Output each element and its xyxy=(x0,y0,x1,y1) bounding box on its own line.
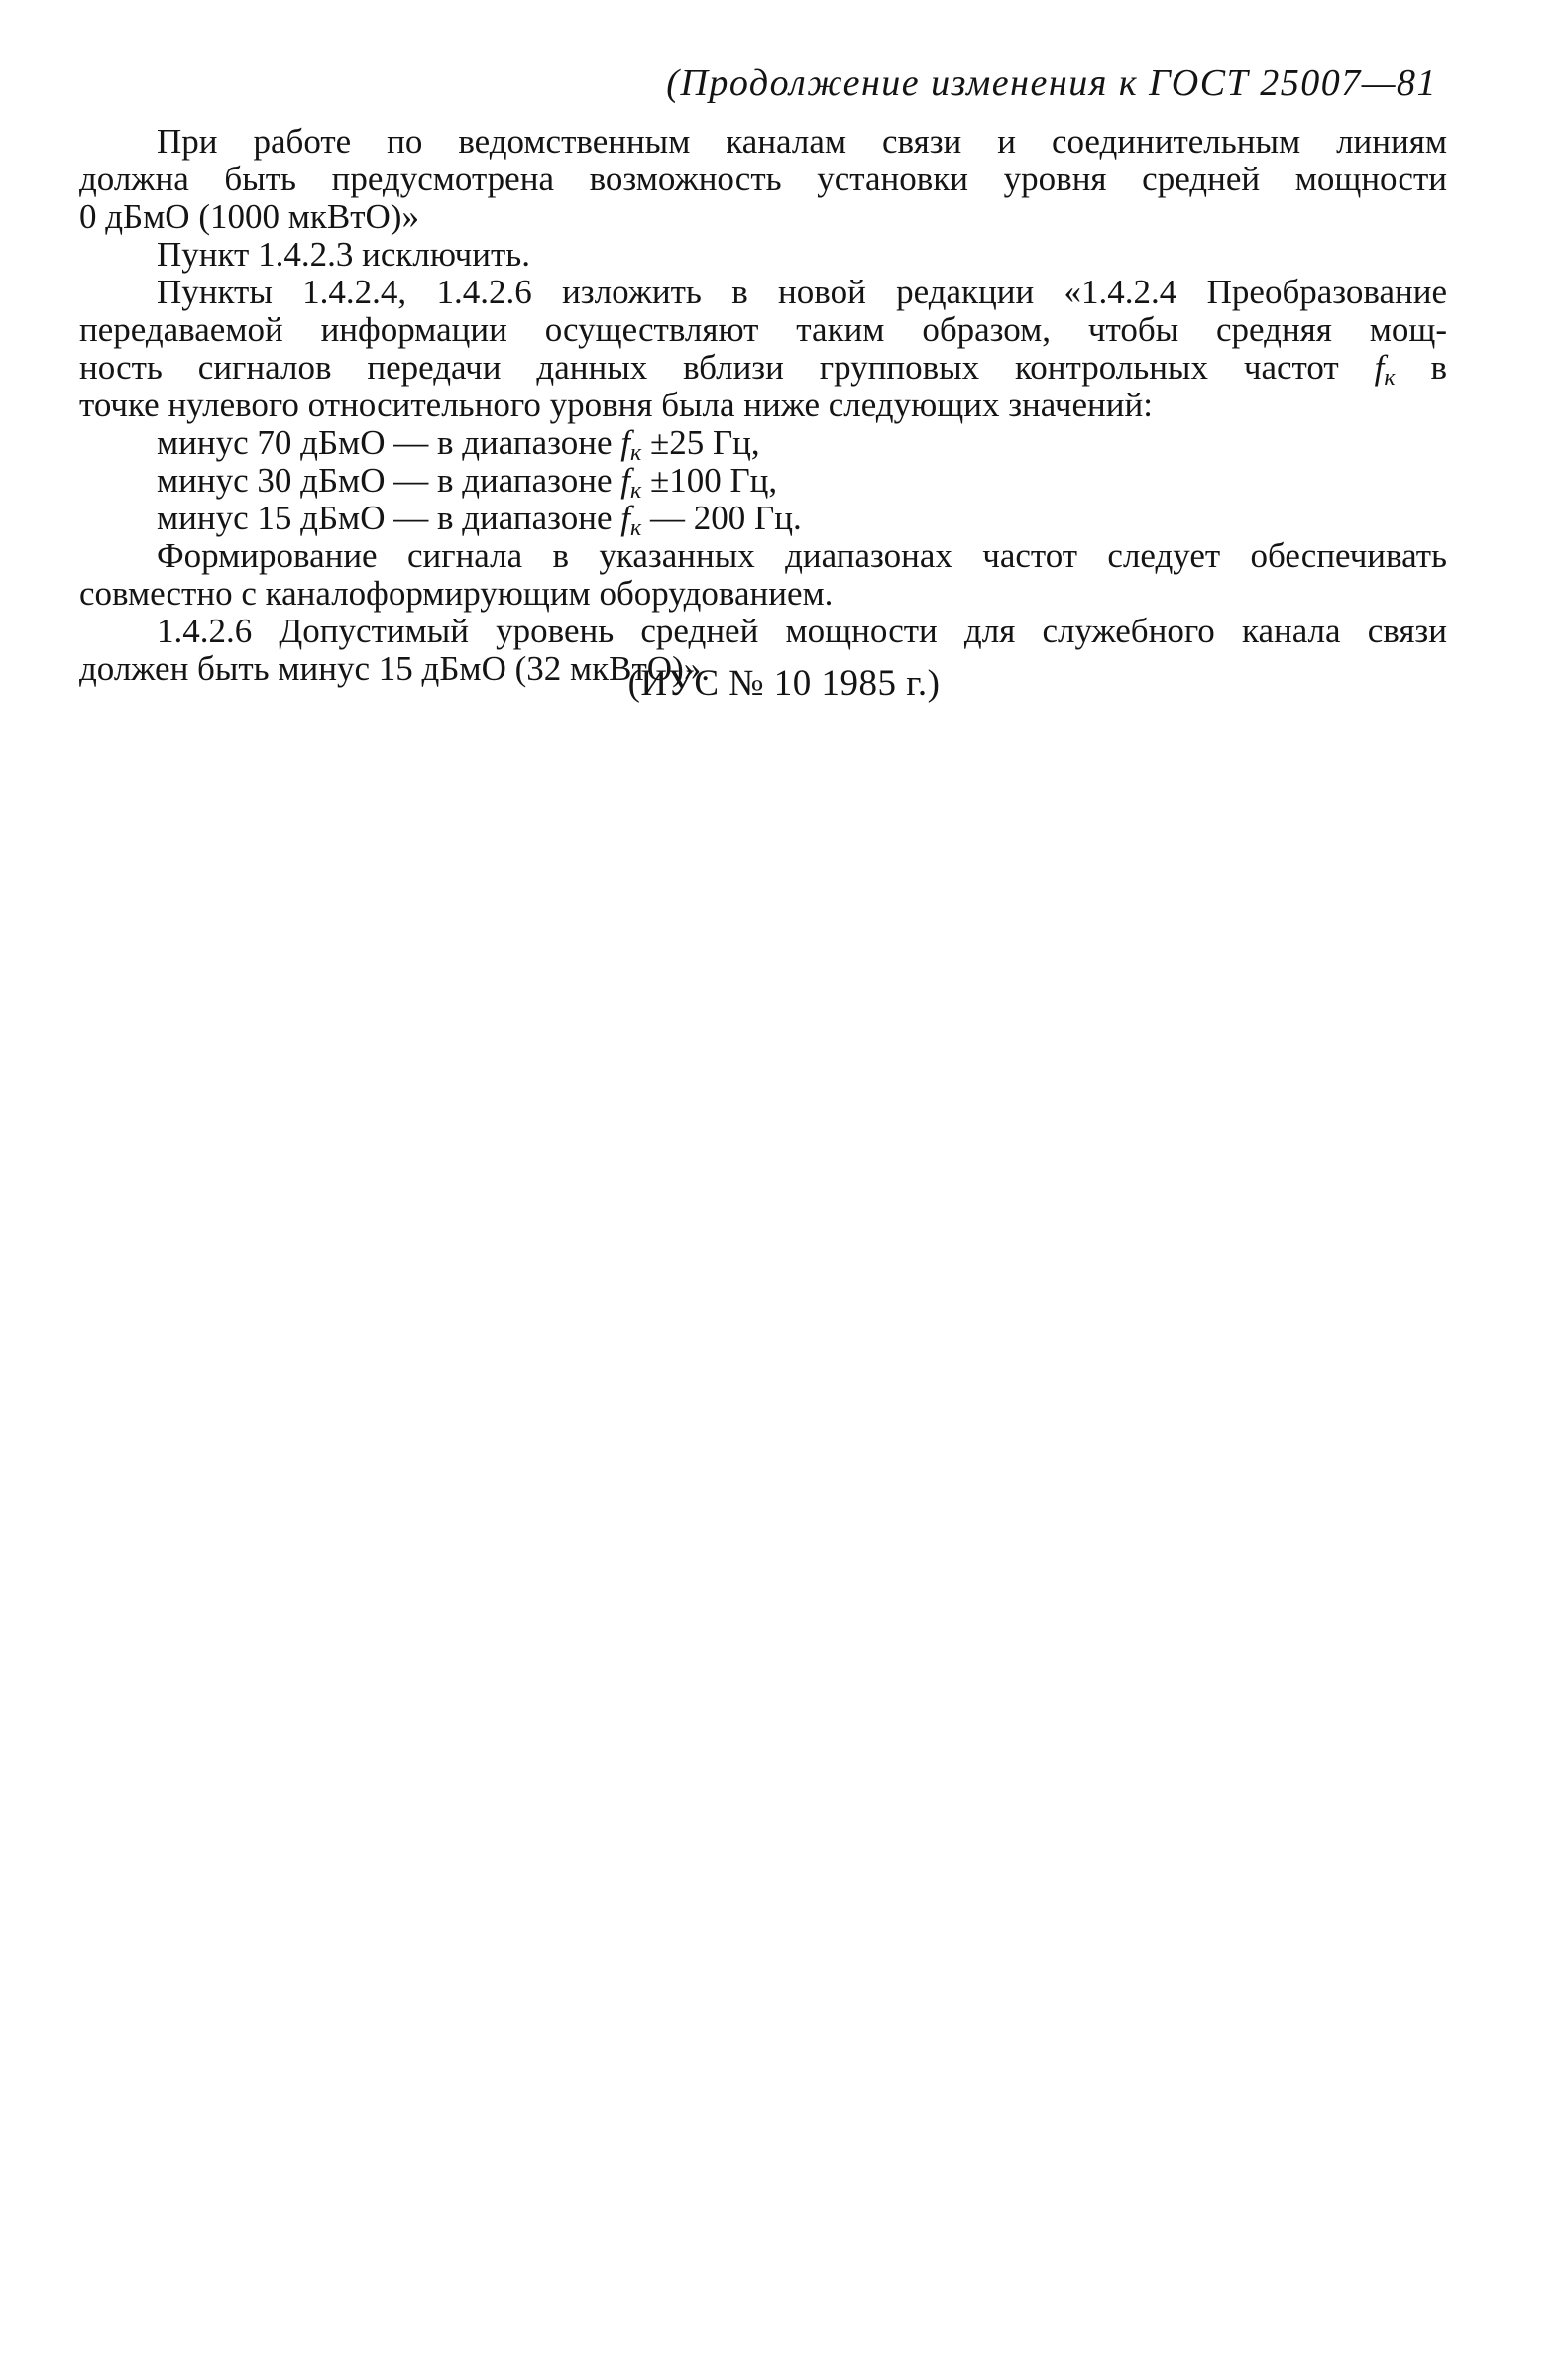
text-line: 0 дБмО (1000 мкВтО)» xyxy=(79,197,419,236)
text-line: должен быть минус 15 дБмО (32 мкВтО)». xyxy=(79,649,710,688)
text-line: точке нулевого относительного уровня была ниже следующих значений: xyxy=(79,386,1153,424)
frequency-symbol: $f_к$ xyxy=(620,423,642,466)
text-line: 1.4.2.6 Допустимый уровень средней мощности для служебного канала связи xyxy=(157,612,1447,650)
text-line: должна быть предусмотрена возможность установки уровня средней мощности xyxy=(79,160,1447,198)
text-line: ность сигналов передачи данных вблизи групповых контрольных частот $f_к$ в xyxy=(79,348,1447,391)
text-line: При работе по ведомственным каналам связи и соединительным линиям xyxy=(157,122,1447,161)
text-line: Формирование сигнала в указанных диапазонах частот следует обеспечивать xyxy=(157,536,1447,575)
text-line: минус 70 дБмО — в диапазоне $f_к \pm 25$ Гц, xyxy=(157,423,760,466)
text-line: передаваемой информации осуществляют таким образом, чтобы средняя мощ- xyxy=(79,310,1447,349)
text-line: Пункт 1.4.2.3 исключить. xyxy=(157,235,530,274)
text-line: минус 15 дБмО — в диапазоне $f_к$ — 200 Гц. xyxy=(157,499,802,541)
source-reference: (ИУС № 10 1985 г.) xyxy=(627,663,941,704)
body-text xyxy=(79,123,1447,688)
text-line: совместно с каналоформирующим оборудованием. xyxy=(79,574,834,613)
frequency-symbol: $f_к$ xyxy=(620,499,642,541)
text-line: минус 30 дБмО — в диапазоне $f_к \pm 100$ Гц, xyxy=(157,461,778,504)
frequency-symbol: $f_к$ xyxy=(1374,348,1396,391)
text-line: Пункты 1.4.2.4, 1.4.2.6 изложить в новой редакции «1.4.2.4 Преобразование xyxy=(157,273,1447,311)
frequency-symbol: $f_к$ xyxy=(620,461,642,504)
page-header: (Продолжение изменения к ГОСТ 25007—81 xyxy=(666,62,1437,104)
